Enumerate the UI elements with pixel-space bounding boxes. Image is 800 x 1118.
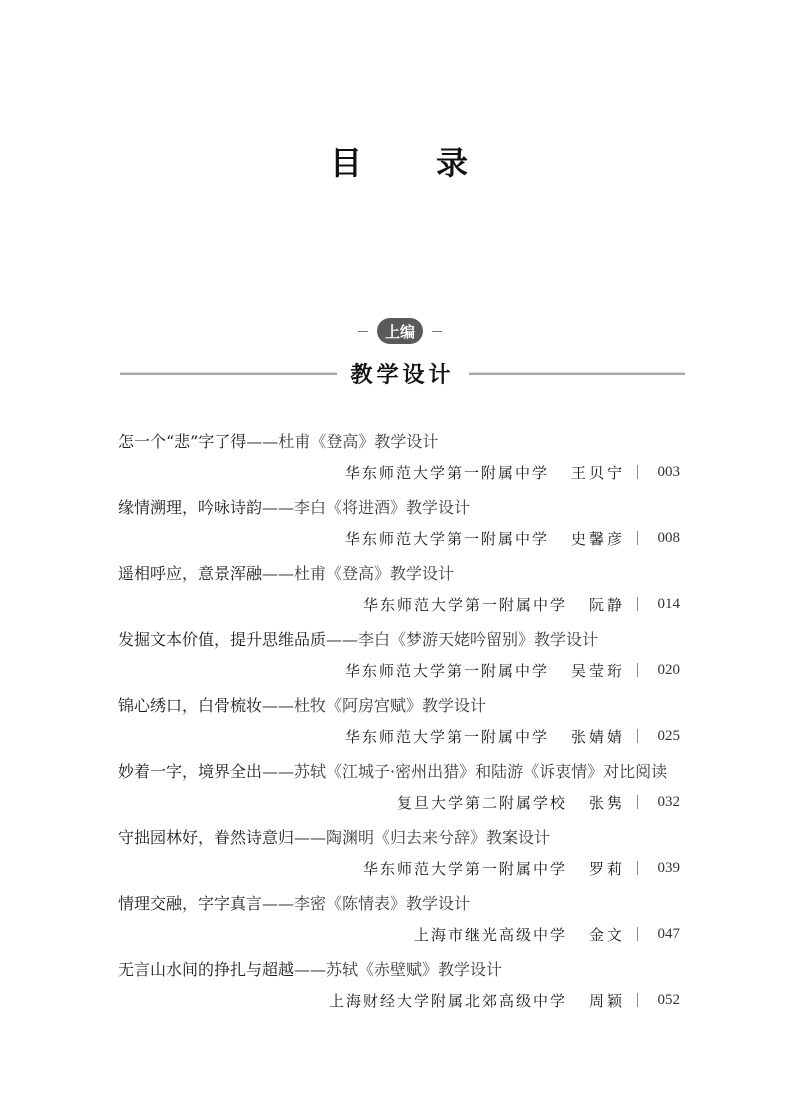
- page-title: [0, 138, 800, 184]
- toc-entry-meta: [118, 988, 680, 1012]
- toc-entry-school: 上海财经大学附属北郊高级中学: [328, 991, 567, 1010]
- divider: [637, 465, 638, 479]
- toc-entry-page[interactable]: 047: [657, 925, 680, 942]
- divider: [637, 927, 638, 941]
- toc-entry-subtitle: ——苏轼《赤壁赋》教学设计: [294, 960, 503, 979]
- divider: [432, 331, 442, 332]
- toc-entry-meta: [118, 526, 680, 550]
- divider: [637, 795, 638, 809]
- toc-entry-author: 周颖: [588, 991, 625, 1010]
- toc-entry[interactable]: [118, 496, 680, 562]
- toc-entry-meta: [118, 658, 680, 682]
- toc-entry-title[interactable]: [118, 430, 680, 454]
- toc-entry-main-title: 发掘文本价值，提升思维品质: [118, 630, 327, 649]
- divider: [469, 372, 686, 375]
- toc-entry-author: 金文: [588, 925, 625, 944]
- toc-entry-author: 王贝宁: [570, 463, 625, 482]
- toc-entry-subtitle: ——苏轼《江城子·密州出猎》和陆游《诉衷情》对比阅读: [262, 762, 668, 781]
- toc-entry-title[interactable]: [118, 496, 680, 520]
- toc-entry-meta: [118, 790, 680, 814]
- divider: [358, 331, 368, 332]
- toc-entry[interactable]: [118, 760, 680, 826]
- toc-entry-school: 华东师范大学第一附属中学: [344, 727, 549, 746]
- toc-entry-subtitle: ——杜牧《阿房宫赋》教学设计: [262, 696, 487, 715]
- toc-entry-title[interactable]: [118, 892, 680, 916]
- toc-entry-main-title: 遥相呼应，意景浑融: [118, 564, 263, 583]
- toc-entry[interactable]: [118, 958, 680, 1024]
- table-of-contents: [118, 430, 680, 1024]
- toc-entry-page[interactable]: 020: [657, 661, 680, 678]
- toc-entry-school: 复旦大学第二附属学校: [396, 793, 567, 812]
- toc-entry-meta: [118, 856, 680, 880]
- toc-entry-subtitle: ——李白《梦游天姥吟留别》教学设计: [326, 630, 599, 649]
- divider: [637, 993, 638, 1007]
- divider: [637, 663, 638, 677]
- toc-entry-main-title: 妙着一字，境界全出: [118, 762, 263, 781]
- page-title-char-1: 目: [329, 144, 364, 182]
- toc-entry-subtitle: ——杜甫《登高》教学设计: [246, 432, 439, 451]
- page-title-char-2: 录: [436, 144, 471, 182]
- divider: [637, 597, 638, 611]
- toc-entry-main-title: 守拙园林好，眷然诗意归: [118, 828, 295, 847]
- toc-entry-page[interactable]: 008: [657, 529, 680, 546]
- toc-entry-meta: [118, 592, 680, 616]
- toc-entry-page[interactable]: 032: [657, 793, 680, 810]
- toc-entry-title[interactable]: [118, 958, 680, 982]
- toc-entry-school: 华东师范大学第一附属中学: [344, 661, 549, 680]
- toc-entry-author: 吴莹珩: [570, 661, 625, 680]
- toc-entry-school: 上海市继光高级中学: [413, 925, 567, 944]
- toc-entry[interactable]: [118, 694, 680, 760]
- toc-entry-school: 华东师范大学第一附属中学: [344, 463, 549, 482]
- toc-entry-title[interactable]: [118, 628, 680, 652]
- divider: [637, 861, 638, 875]
- toc-entry-subtitle: ——陶渊明《归去来兮辞》教案设计: [294, 828, 551, 847]
- toc-entry-school: 华东师范大学第一附属中学: [344, 529, 549, 548]
- toc-entry[interactable]: [118, 892, 680, 958]
- toc-entry-page[interactable]: 039: [657, 859, 680, 876]
- toc-entry-title[interactable]: [118, 562, 680, 586]
- toc-entry-author: 张隽: [588, 793, 625, 812]
- toc-entry-main-title: 情理交融，字字真言: [118, 894, 263, 913]
- toc-entry-page[interactable]: 052: [657, 991, 680, 1008]
- section-title: 教学设计: [350, 361, 455, 388]
- toc-entry-author: 史馨彦: [570, 529, 625, 548]
- toc-entry-school: 华东师范大学第一附属中学: [362, 595, 567, 614]
- toc-entry-main-title: 锦心绣口，白骨梳妆: [118, 696, 263, 715]
- toc-entry-main-title: 怎一个“悲”字了得: [118, 432, 247, 451]
- divider: [637, 729, 638, 743]
- toc-entry-subtitle: ——李密《陈情表》教学设计: [262, 894, 471, 913]
- toc-entry-school: 华东师范大学第一附属中学: [362, 859, 567, 878]
- divider: [637, 531, 638, 545]
- toc-entry-main-title: 无言山水间的挣扎与超越: [118, 960, 295, 979]
- toc-entry-page[interactable]: 014: [657, 595, 680, 612]
- toc-entry-author: 张婧婧: [570, 727, 625, 746]
- toc-entry-meta: [118, 460, 680, 484]
- toc-entry[interactable]: [118, 628, 680, 694]
- toc-entry-author: 罗莉: [588, 859, 625, 878]
- toc-entry-title[interactable]: [118, 694, 680, 718]
- section-header: [120, 355, 685, 391]
- toc-entry-meta: [118, 724, 680, 748]
- toc-entry-title[interactable]: [118, 760, 680, 784]
- toc-entry-main-title: 缘情溯理，吟咏诗韵: [118, 498, 263, 517]
- toc-entry[interactable]: [118, 430, 680, 496]
- divider: [120, 372, 337, 375]
- toc-entry[interactable]: [118, 562, 680, 628]
- toc-entry-subtitle: ——李白《将进酒》教学设计: [262, 498, 471, 517]
- toc-entry-title[interactable]: [118, 826, 680, 850]
- toc-entry[interactable]: [118, 826, 680, 892]
- toc-entry-page[interactable]: 025: [657, 727, 680, 744]
- toc-entry-meta: [118, 922, 680, 946]
- section-tag: [0, 318, 800, 344]
- section-tag-label: 上编: [377, 318, 423, 344]
- toc-entry-subtitle: ——杜甫《登高》教学设计: [262, 564, 455, 583]
- toc-entry-author: 阮静: [588, 595, 625, 614]
- toc-entry-page[interactable]: 003: [657, 463, 680, 480]
